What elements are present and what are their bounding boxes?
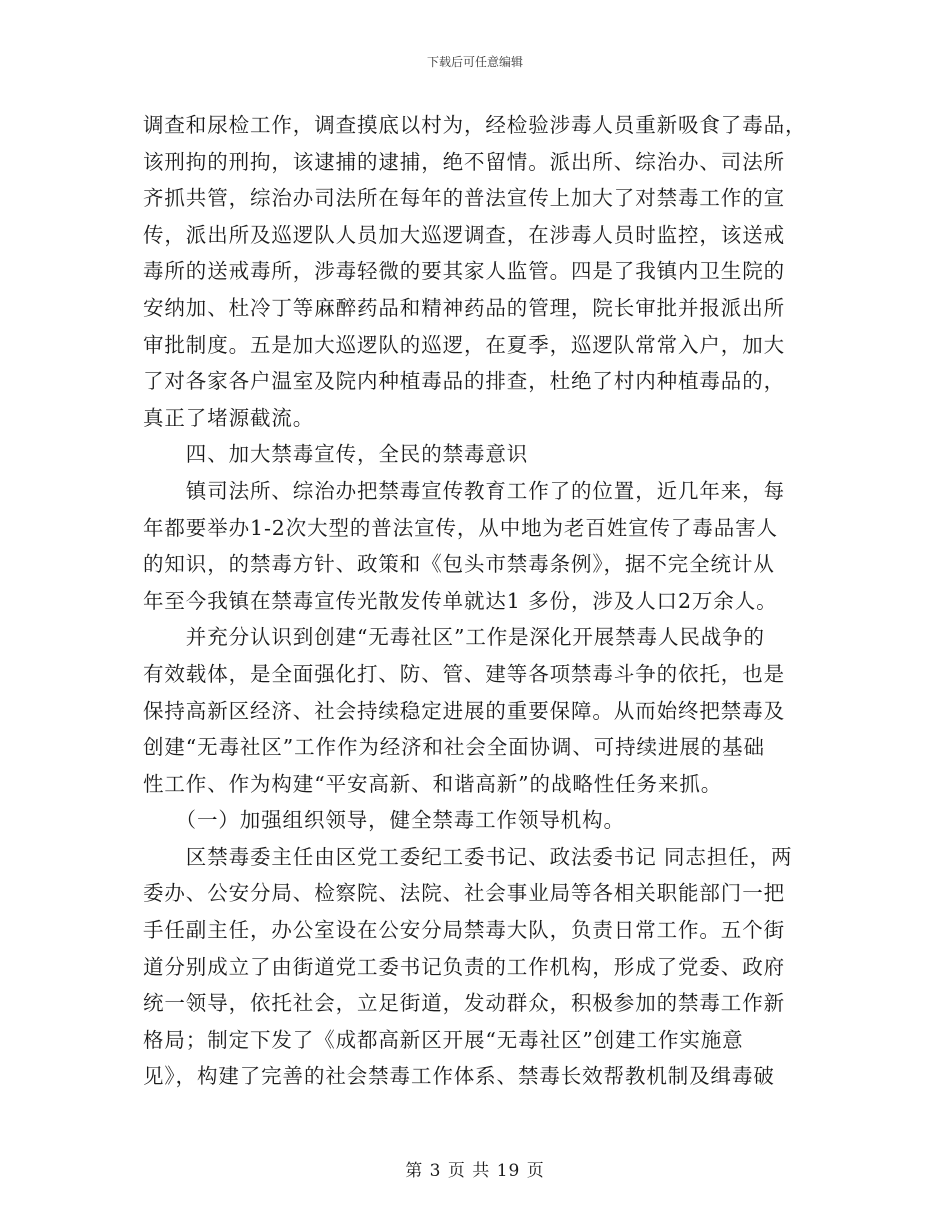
text-line: 手任副主任，办公室设在公安分局禁毒大队，负责日常工作。五个街 — [143, 918, 785, 943]
text-line: 区禁毒委主任由区党工委纪工委书记、政法委书记 同志担任，两 — [143, 844, 793, 869]
text-line: 统一领导，依托社会，立足街道，发动群众，积极参加的禁毒工作新 — [143, 991, 785, 1016]
page-header-note: 下载后可任意编辑 — [426, 55, 523, 69]
text-line: 调查和尿检工作，调查摸底以村为，经检验涉毒人员重新吸食了毒品， — [143, 113, 807, 137]
document-body — [143, 107, 813, 1095]
text-line: 镇司法所、综治办把禁毒宣传教育工作了的位置，近几年来，每 — [143, 478, 785, 503]
text-line: 真正了堵源截流。 — [143, 405, 315, 430]
text-line: 年都要举办1-2次大型的普法宣传，从中地为老百姓宣传了毒品害人 — [143, 515, 778, 540]
text-line: 齐抓共管，综治办司法所在每年的普法宣传上加大了对禁毒工作的宣 — [143, 186, 785, 211]
text-line: 传，派出所及巡逻队人员加大巡逻调查，在涉毒人员时监控，该送戒 — [143, 222, 785, 247]
text-line: 审批制度。五是加大巡逻队的巡逻，在夏季，巡逻队常常入户，加大 — [143, 332, 785, 357]
text-line: 道分别成立了由街道党工委书记负责的工作机构，形成了党委、政府 — [143, 954, 785, 979]
text-line: 有效载体，是全面强化打、防、管、建等各项禁毒斗争的依托，也是 — [143, 661, 785, 686]
text-line: 安纳加、杜冷丁等麻醉药品和精神药品的管理，院长审批并报派出所 — [143, 295, 785, 320]
text-line: 该刑拘的刑拘，该逮捕的逮捕，绝不留情。派出所、综治办、司法所 — [143, 149, 785, 174]
text-line: 了对各家各户温室及院内种植毒品的排查，杜绝了村内种植毒品的， — [143, 369, 785, 394]
text-line: 性工作、作为构建“平安高新、和谐高新”的战略性任务来抓。 — [143, 771, 723, 796]
text-line: 格局；制定下发了《成都高新区开展“无毒社区”创建工作实施意 — [143, 1027, 744, 1052]
text-line: 创建“无毒社区”工作作为经济和社会全面协调、可持续进展的基础 — [143, 735, 765, 760]
text-line: 保持高新区经济、社会持续稳定进展的重要保障。从而始终把禁毒及 — [143, 698, 785, 723]
text-line: 见》，构建了完善的社会禁毒工作体系、禁毒长效帮教机制及缉毒破 — [143, 1064, 775, 1089]
page-number-footer: 第 3 页 共 19 页 — [405, 1161, 545, 1181]
text-line: 委办、公安分局、检察院、法院、社会事业局等各相关职能部门一把 — [143, 881, 785, 906]
text-line: 年至今我镇在禁毒宣传光散发传单就达1 多份，涉及人口2万余人。 — [143, 588, 778, 613]
text-line: 并充分认识到创建“无毒社区”工作是深化开展禁毒人民战争的 — [143, 625, 765, 650]
text-line: 毒所的送戒毒所，涉毒轻微的要其家人监管。四是了我镇内卫生院的 — [143, 259, 785, 284]
subsection-heading: （一）加强组织领导，健全禁毒工作领导机构。 — [143, 808, 625, 833]
text-line: 的知识，的禁毒方针、政策和《包头市禁毒条例》，据不完全统计从 — [143, 552, 775, 577]
section-heading: 四、加大禁毒宣传，全民的禁毒意识 — [143, 442, 529, 467]
